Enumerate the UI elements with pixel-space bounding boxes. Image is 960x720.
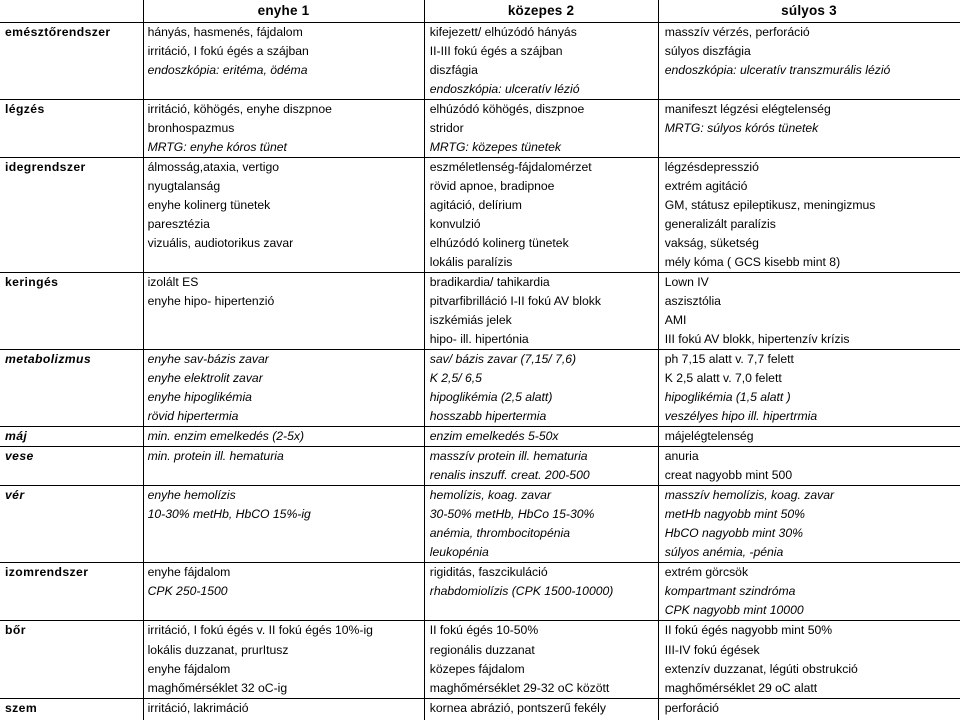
category-spacer [0,660,144,679]
moderate-cell: konvulzió [429,217,481,232]
moderate-cell: K 2,5/ 6,5 [429,371,482,386]
mild-cell: paresztézia [147,217,210,232]
moderate-cell: eszméletlenség-fájdalomérzet [426,158,661,178]
table-row [0,292,960,311]
severity-table [0,22,960,718]
category-spacer [0,311,144,330]
category-spacer [0,369,144,388]
table-row [0,80,960,100]
category-label: vese [0,447,144,467]
mild-cell: enyhe hemolízis [144,486,426,506]
moderate-cell: elhúzódó köhögés, diszpnoe [426,100,661,120]
table-row [0,407,960,427]
mild-cell: hányás, hasmenés, fájdalom [144,23,426,43]
moderate-cell: anémia, thrombocitopénia [429,526,571,541]
mild-cell: irritáció, I fokú égés v. II fokú égés 10%-ig [144,621,426,641]
table-row [0,177,960,196]
severe-cell: generalizált paralízis [664,217,776,232]
moderate-cell: endoszkópia: ulceratív lézió [429,82,580,97]
category-spacer [0,679,144,699]
moderate-cell: enzim emelkedés 5-50x [426,427,661,447]
mild-cell: vizuális, audiotorikus zavar [147,236,294,251]
table-row [0,388,960,407]
mild-cell: rövid hipertermia [147,409,239,424]
category-spacer [0,196,144,215]
column-divider [143,0,144,720]
severe-cell: hipoglikémia (1,5 alatt ) [664,390,791,405]
mild-cell: endoszkópia: eritéma, ödéma [147,63,308,78]
category-spacer [0,407,144,427]
table-row [0,621,960,641]
category-spacer [0,292,144,311]
moderate-cell: masszív protein ill. hematuria [426,447,661,467]
mild-cell: enyhe hipo- hipertenzió [147,294,275,309]
severe-cell: mély kóma ( GCS kisebb mint 8) [664,255,841,270]
table-row [0,543,960,563]
severe-cell: ph 7,15 alatt v. 7,7 felett [661,350,960,370]
moderate-cell: sav/ bázis zavar (7,15/ 7,6) [426,350,661,370]
table-row [0,42,960,61]
table-row [0,369,960,388]
moderate-cell: leukopénia [429,545,489,560]
category-spacer [0,466,144,486]
mild-cell: irritáció, I fokú égés a szájban [147,44,309,59]
moderate-cell: 30-50% metHb, HbCo 15-30% [429,507,595,522]
mild-cell: 10-30% metHb, HbCO 15%-ig [147,507,311,522]
category-label: metabolizmus [0,350,144,370]
table-row [0,447,960,467]
table-row [0,253,960,273]
category-spacer [0,234,144,253]
category-spacer [0,253,144,273]
moderate-cell: kornea abrázió, pontszerű fekély [426,698,661,718]
table-row [0,582,960,601]
mild-cell: min. enzim emelkedés (2-5x) [144,427,426,447]
severe-cell: K 2,5 alatt v. 7,0 felett [664,371,782,386]
severe-cell: légzésdepresszió [661,158,960,178]
table-row [0,23,960,43]
moderate-cell: hipoglikémia (2,5 alatt) [429,390,553,405]
mild-cell: enyhe fájdalom [144,563,426,583]
mild-cell: enyhe sav-bázis zavar [144,350,426,370]
category-label: máj [0,427,144,447]
mild-cell [144,253,426,273]
mild-cell: enyhe fájdalom [147,661,231,676]
table-row [0,698,960,718]
severe-cell: veszélyes hipo ill. hipertrmia [664,409,818,424]
severe-cell: GM, státusz epileptikusz, meningizmus [664,198,876,213]
severe-cell: súlyos anémia, -pénia [664,545,784,560]
category-label: emésztőrendszer [0,23,144,43]
severe-cell: extenzív duzzanat, légúti obstrukció [664,661,858,676]
moderate-cell: bradikardia/ tahikardia [426,273,661,293]
moderate-cell: II fokú égés 10-50% [426,621,661,641]
table-row [0,641,960,660]
category-spacer [0,177,144,196]
category-spacer [0,524,144,543]
category-spacer [0,119,144,138]
header-row [0,0,960,23]
table-row [0,61,960,80]
mild-cell: álmosság,ataxia, vertigo [144,158,426,178]
moderate-cell: pitvarfibrilláció I-II fokú AV blokk [429,294,601,309]
mild-cell: CPK 250-1500 [147,584,228,599]
category-spacer [0,601,144,621]
severe-cell: creat nagyobb mint 500 [664,468,793,483]
severe-cell [661,80,960,100]
category-label: keringés [0,273,144,293]
moderate-cell: hemolízis, koag. zavar [426,486,661,506]
category-label: légzés [0,100,144,120]
table-row [0,524,960,543]
moderate-cell: hosszabb hipertermia [429,409,547,424]
moderate-cell: II-III fokú égés a szájban [429,44,563,59]
severe-cell: súlyos diszfágia [664,44,751,59]
mild-cell: bronhospazmus [147,121,235,136]
category-label: szem [0,698,144,718]
moderate-cell: stridor [429,121,464,136]
moderate-cell: maghőmérséklet 29-32 oC között [429,680,610,695]
moderate-cell: iszkémiás jelek [429,313,512,328]
moderate-cell: agitáció, delírium [429,198,522,213]
category-spacer [0,42,144,61]
moderate-cell: kifejezett/ elhúzódó hányás [426,23,661,43]
mild-cell [144,543,426,563]
moderate-cell: közepes fájdalom [429,661,525,676]
moderate-cell: rhabdomiolízis (CPK 1500-10000) [429,584,614,599]
category-label: izomrendszer [0,563,144,583]
mild-cell: izolált ES [144,273,426,293]
header-moderate: közepes 2 [507,3,575,18]
category-spacer [0,505,144,524]
mild-cell: irritáció, lakrimáció [144,698,426,718]
severe-cell: metHb nagyobb mint 50% [664,507,805,522]
mild-cell [144,601,426,621]
table-row [0,273,960,293]
header-mild: enyhe 1 [257,3,310,18]
mild-cell: maghőmérséklet 32 oC-ig [147,680,288,695]
severe-cell: Lown IV [661,273,960,293]
mild-cell [144,330,426,350]
table-row [0,350,960,370]
mild-cell: MRTG: enyhe kóros tünet [147,140,287,155]
moderate-cell: hipo- ill. hipertónia [429,332,529,347]
severe-cell: endoszkópia: ulceratív transzmurális lézió [664,63,891,78]
category-spacer [0,388,144,407]
table-row [0,100,960,120]
severe-cell: masszív hemolízis, koag. zavar [661,486,960,506]
moderate-cell: MRTG: közepes tünetek [429,140,561,155]
mild-cell: min. protein ill. hematuria [144,447,426,467]
severe-cell: extrém görcsök [661,563,960,583]
category-spacer [0,582,144,601]
table-row [0,679,960,699]
category-spacer [0,138,144,158]
severe-cell: CPK nagyobb mint 10000 [664,603,804,618]
severe-cell: HbCO nagyobb mint 30% [664,526,803,541]
table-row [0,427,960,447]
severe-cell: MRTG: súlyos kórós tünetek [664,121,819,136]
mild-cell [144,80,426,100]
severe-cell: manifeszt légzési elégtelenség [661,100,960,120]
moderate-cell: lokális paralízis [429,255,513,270]
severe-cell: II fokú égés nagyobb mint 50% [661,621,960,641]
moderate-cell: diszfágia [429,63,478,78]
severe-cell: masszív vérzés, perforáció [661,23,960,43]
mild-cell: lokális duzzanat, prurItusz [147,642,289,657]
severe-cell: AMI [664,313,687,328]
mild-cell: nyugtalanság [147,179,221,194]
severe-cell: aszisztólia [664,294,721,309]
severe-cell: III fokú AV blokk, hipertenzív krízis [664,332,850,347]
severe-cell: extrém agitáció [664,179,748,194]
moderate-cell: elhúzódó kolinerg tünetek [429,236,569,251]
moderate-cell: rövid apnoe, bradipnoe [429,179,555,194]
table-row [0,234,960,253]
category-spacer [0,61,144,80]
mild-cell [144,524,426,543]
mild-cell: irritáció, köhögés, enyhe diszpnoe [144,100,426,120]
severe-cell [661,138,960,158]
table-row [0,466,960,486]
table-row [0,330,960,350]
moderate-cell [426,601,661,621]
moderate-cell: rigiditás, faszcikuláció [426,563,661,583]
table-row [0,660,960,679]
category-spacer [0,543,144,563]
mild-cell: enyhe kolinerg tünetek [147,198,271,213]
table-row [0,119,960,138]
mild-cell: enyhe elektrolit zavar [147,371,263,386]
header-severe: súlyos 3 [781,3,837,18]
table-row [0,601,960,621]
category-spacer [0,330,144,350]
table-row [0,138,960,158]
severe-cell: maghőmérséklet 29 oC alatt [664,680,818,695]
table-row [0,486,960,506]
severe-cell: vakság, süketség [664,236,759,251]
table-row [0,563,960,583]
moderate-cell: renalis inszuff. creat. 200-500 [429,468,590,483]
category-label: idegrendszer [0,158,144,178]
table-row [0,196,960,215]
severe-cell: májelégtelenség [661,427,960,447]
mild-cell [144,466,426,486]
category-label: vér [0,486,144,506]
table-row [0,505,960,524]
column-divider [658,0,659,720]
column-divider [424,0,425,720]
mild-cell: enyhe hipoglikémia [147,390,252,405]
severe-cell: kompartmant szindróma [664,584,796,599]
mild-cell [144,311,426,330]
category-spacer [0,215,144,234]
table-row [0,311,960,330]
category-label: bőr [0,621,144,641]
severe-cell: anuria [661,447,960,467]
moderate-cell: regionális duzzanat [429,642,535,657]
severe-cell: perforáció [661,698,960,718]
table-row [0,158,960,178]
severe-cell: III-IV fokú égések [664,642,760,657]
category-spacer [0,80,144,100]
table-row [0,215,960,234]
category-spacer [0,641,144,660]
